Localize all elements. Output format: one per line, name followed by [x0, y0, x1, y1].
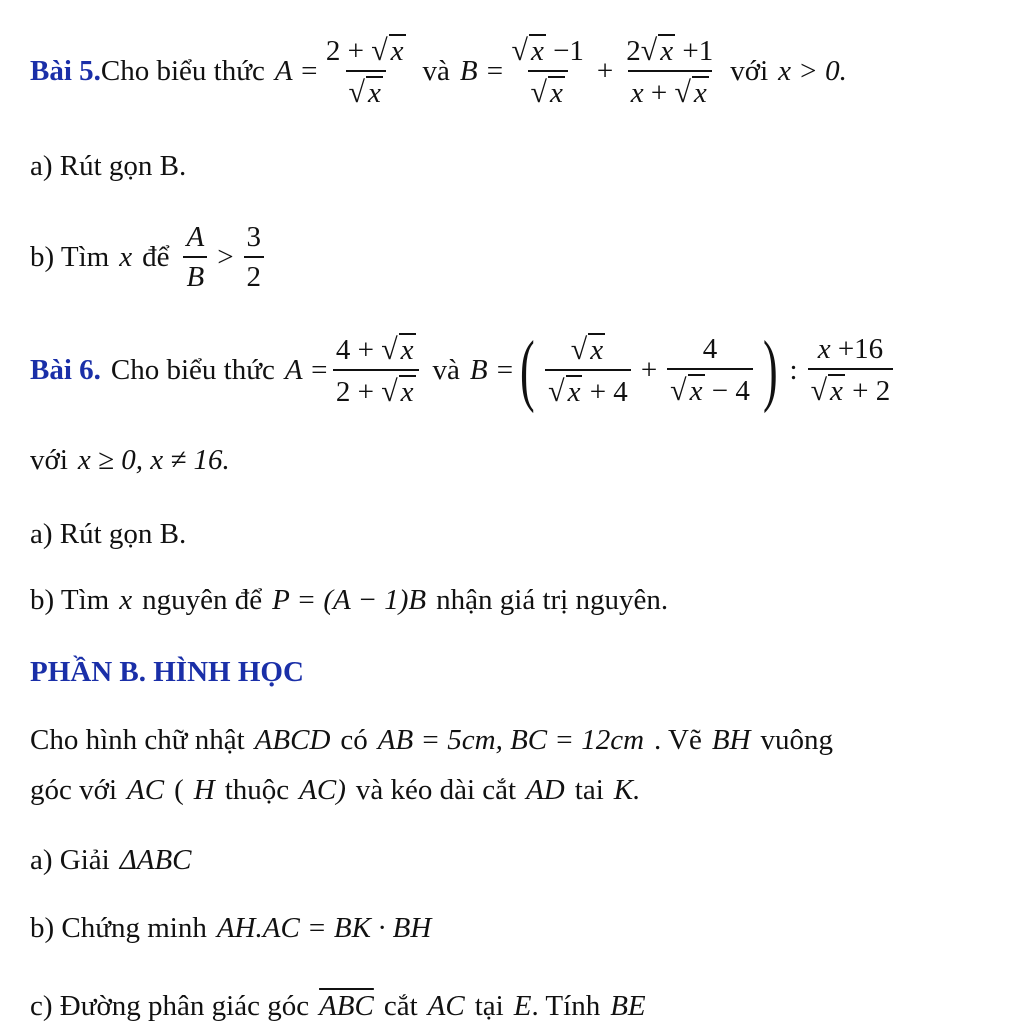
geo-c-angle: $\overline{ABC}$	[319, 990, 374, 1022]
bai5-b-prefix: b) Tìm	[30, 240, 110, 273]
bai5-b-mid: để	[142, 240, 170, 273]
bai5-heading: Bài 5.	[30, 54, 101, 87]
geo-l1-bh: BH	[711, 724, 751, 756]
geo-l1-rect: ABCD	[254, 724, 331, 756]
geo-b-prefix: b) Chứng minh	[30, 912, 207, 944]
bai6-b-expr: P = (A − 1)B	[272, 584, 427, 616]
geo-c-tai: tại	[474, 990, 504, 1022]
geo-a-tri: ΔABC	[119, 844, 192, 876]
bai6-and: và	[432, 353, 460, 386]
bai5-formula-a: A =	[274, 54, 319, 87]
geometry-part-b	[30, 912, 1004, 945]
bai6-condition-prefix: với	[30, 444, 68, 476]
geo-c-prefix: c) Đường phân giác góc	[30, 990, 310, 1022]
bai6-frac-b2: 4 √ x − 4	[667, 334, 753, 407]
geo-a-prefix: a) Giải	[30, 844, 110, 876]
bai5-and: và	[422, 54, 450, 87]
geo-c-be: BE	[610, 990, 646, 1022]
geo-l2-b: (	[174, 774, 184, 806]
bai6-b-var: x	[119, 584, 133, 616]
bai6-part-a: a) Rút gọn B.	[30, 518, 187, 550]
bai6-b-mid: nguyên để	[142, 584, 263, 616]
geo-l2-ad: AD	[526, 774, 565, 806]
geo-l2-d: và kéo dài cắt	[355, 774, 517, 806]
bai5-frac-b2: 2 √ x +1 x + √ x	[626, 33, 714, 110]
bai6-intro: Cho biểu thức	[110, 353, 275, 386]
bai5-condition-prefix: với	[730, 54, 769, 87]
geo-c-e: E	[513, 990, 532, 1022]
geo-l2-c: thuộc	[224, 774, 290, 806]
bai5-frac-b1: √ x −1 √ x	[511, 33, 584, 110]
section-b-heading: PHẦN B. HÌNH HỌC	[30, 656, 304, 688]
geometry-line1	[30, 724, 1004, 757]
bai6-statement: Bài 6. Cho biểu thức A = 4 + √ x 2 + √ x và B = ( √ x √ x + 4 + 4 √ x − 4 ) : x +16 √ x + 2	[30, 330, 1004, 410]
bai6-heading: Bài 6.	[30, 353, 101, 386]
geometry-part-c	[30, 990, 1004, 1023]
bai5-frac-ab: $\frac{A}{B}$	[183, 222, 207, 293]
bai5-part-b: b) Tìm x để $\frac{A}{B}$ > $\frac{3}{2}$	[30, 222, 1004, 293]
bai6-condition: x ≥ 0, x ≠ 16.	[77, 444, 230, 476]
bai5-formula-b: B =	[459, 54, 505, 87]
bai5-intro: Cho biểu thức	[100, 54, 265, 87]
geo-l2-a: góc với	[30, 774, 118, 806]
bai6-b-prefix: b) Tìm	[30, 584, 110, 616]
geo-l1-c: . Vẽ	[654, 724, 702, 756]
geo-l1-d: vuông	[760, 724, 833, 756]
bai5-part-a: a) Rút gọn B.	[30, 150, 187, 182]
bai5-statement: Bài 5. Cho biểu thức A = 2 + √ x √ x và B = √ x −1 √ x + 2 √ x +1 x + √ x với x > 0.	[30, 33, 847, 110]
geo-c-tinh: . Tính	[531, 990, 601, 1022]
geo-c-mid: cắt	[383, 990, 418, 1022]
geo-l2-e: tai	[574, 774, 604, 806]
geometry-part-a	[30, 844, 1004, 877]
geo-l1-a: Cho hình chữ nhật	[30, 724, 245, 756]
geo-l1-b: có	[340, 724, 368, 756]
bai5-frac-32: $\frac{3}{2}$	[244, 222, 265, 293]
geo-l2-h: H	[193, 774, 215, 806]
geo-l2-ac: AC	[127, 774, 165, 806]
bai6-frac-a: 4 + √ x 2 + √ x	[333, 333, 419, 408]
geo-l2-ac2: AC)	[299, 774, 346, 806]
geo-c-ac: AC	[427, 990, 465, 1022]
bai6-frac-b3: x +16 √ x + 2	[808, 334, 894, 407]
geo-l1-sides: AB = 5cm, BC = 12cm	[377, 724, 645, 756]
bai5-condition: x > 0.	[778, 54, 847, 87]
bai5-b-var: x	[119, 240, 133, 273]
geometry-line2	[30, 774, 1004, 807]
bai5-frac-a: 2 + √ x √ x	[325, 33, 404, 110]
bai6-b-suffix: nhận giá trị nguyên.	[436, 584, 669, 616]
bai6-condition-line	[30, 444, 1004, 477]
geo-l2-k: K.	[613, 774, 641, 806]
geo-b-expr: AH.AC = BK · BH	[216, 912, 432, 944]
bai6-part-b	[30, 584, 1004, 617]
bai6-frac-b1: √ x √ x + 4	[545, 333, 631, 408]
